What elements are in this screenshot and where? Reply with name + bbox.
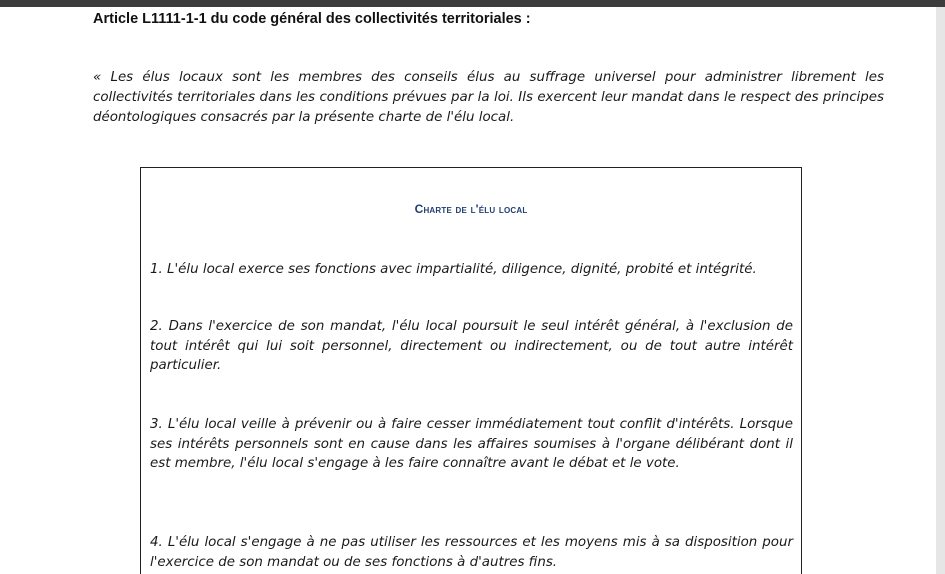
- charter-item-1: 1. L'élu local exerce ses fonctions avec impartialité, diligence, dignité, probité et intégrité.: [150, 262, 757, 277]
- article-quote: « Les élus locaux sont les membres des conseils élus au suffrage universel pour administrer librement les collectivités territoriales dans les conditions prévues par la loi. Ils exercent leur mandat dans le respect des principes déontologiques consacrés par la présente charte de l'élu local.: [93, 70, 884, 125]
- charter-item-2: 2. Dans l'exercice de son mandat, l'élu local poursuit le seul intérêt général, à l'exclusion de tout intérêt qui lui soit personnel, directement ou indirectement, ou de tout autre intérêt particulier.: [150, 319, 793, 374]
- charter-item-3: 3. L'élu local veille à prévenir ou à faire cesser immédiatement tout conflit d'intérêts. Lorsque ses intérêts personnels sont en cause dans les affaires soumises à l'organe délibérant dont il est membre, l'élu local s'engage à les faire connaître avant le débat et le vote.: [150, 417, 793, 472]
- page-edge: [936, 7, 945, 574]
- document-page: [0, 7, 936, 574]
- article-title: Article L1111-1-1 du code général des collectivités territoriales :: [93, 11, 531, 27]
- charter-item-4: 4. L'élu local s'engage à ne pas utiliser les ressources et les moyens mis à sa disposition pour l'exercice de son mandat ou de ses fonctions à d'autres fins.: [150, 535, 793, 570]
- charter-box: [140, 167, 802, 574]
- charter-title: Charte de l'élu local: [414, 202, 528, 216]
